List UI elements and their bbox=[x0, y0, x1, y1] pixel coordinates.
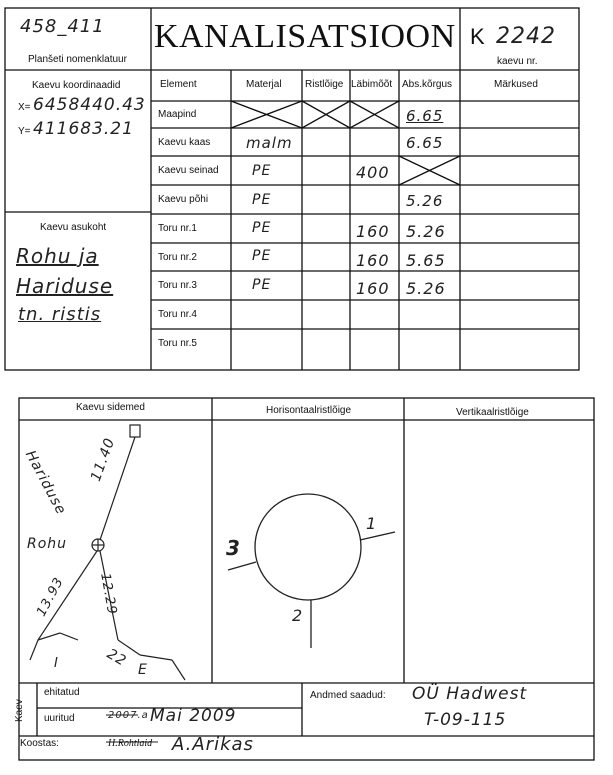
col-horisontaal: Horisontaalristlõige bbox=[266, 405, 352, 416]
pipe-3-label: 3 bbox=[226, 536, 241, 560]
dist-3-label: 12.29 bbox=[97, 572, 120, 617]
labimoot-value: 160 bbox=[356, 222, 390, 241]
location-line-2: Hariduse bbox=[16, 274, 114, 298]
materjal-value: PE bbox=[252, 248, 272, 264]
row-element: Toru nr.5 bbox=[158, 338, 197, 349]
kaev-label: Kaev bbox=[14, 699, 25, 722]
materjal-value: malm bbox=[246, 134, 293, 152]
header-markused: Märkused bbox=[494, 79, 538, 90]
x-value: 6458440.43 bbox=[33, 95, 146, 115]
koostas-struck: H.Rohtlaid bbox=[108, 738, 153, 749]
page-title: KANALISATSIOON bbox=[154, 18, 456, 55]
abs-value: 5.26 bbox=[406, 222, 446, 241]
materjal-value: PE bbox=[252, 192, 272, 208]
abs-value: 5.65 bbox=[406, 251, 446, 270]
y-value: 411683.21 bbox=[33, 119, 134, 139]
abs-value: 5.26 bbox=[406, 192, 444, 210]
header-materjal: Materjal bbox=[246, 79, 282, 90]
koostas-value: A.Arikas bbox=[172, 734, 254, 755]
uuritud-label: uuritud bbox=[44, 713, 75, 724]
row-element: Kaevu põhi bbox=[158, 194, 209, 205]
labimoot-value: 160 bbox=[356, 279, 390, 298]
street-a-label: Hariduse bbox=[21, 448, 70, 518]
materjal-value: PE bbox=[252, 277, 272, 293]
nomenclature-value: 458_411 bbox=[20, 16, 105, 37]
header-element: Element bbox=[160, 79, 197, 90]
labimoot-value: 160 bbox=[356, 251, 390, 270]
row-element: Toru nr.1 bbox=[158, 223, 197, 234]
location-label: Kaevu asukoht bbox=[40, 222, 107, 233]
row-element: Toru nr.2 bbox=[158, 252, 197, 263]
abs-value: 6.65 bbox=[406, 134, 444, 152]
materjal-value: PE bbox=[252, 220, 272, 236]
id-label: kaevu nr. bbox=[497, 56, 538, 67]
coords-label: Kaevu koordinaadid bbox=[32, 80, 121, 91]
andmed-line-2: T-09-115 bbox=[424, 710, 507, 730]
col-sidemed: Kaevu sidemed bbox=[76, 402, 145, 413]
id-prefix: K bbox=[470, 24, 485, 49]
materjal-value: PE bbox=[252, 163, 272, 179]
abs-value: 5.26 bbox=[406, 279, 446, 298]
dist-4-label: 22 bbox=[104, 646, 130, 670]
pipe-1-label: 1 bbox=[366, 514, 378, 533]
pipe-2-label: 2 bbox=[292, 606, 304, 625]
uuritud-value: Mai 2009 bbox=[150, 706, 237, 726]
x-label: X= bbox=[18, 102, 31, 113]
row-element: Kaevu kaas bbox=[158, 137, 211, 148]
label-e: E bbox=[138, 662, 148, 678]
location-line-3: tn. ristis bbox=[18, 304, 102, 325]
label-i: I bbox=[54, 656, 59, 671]
andmed-line-1: OÜ Hadwest bbox=[412, 684, 528, 704]
nomenclature-label: Planšeti nomenklatuur bbox=[28, 54, 127, 65]
id-value: 2242 bbox=[496, 24, 556, 49]
dist-1-label: 11.40 bbox=[88, 435, 119, 484]
uuritud-struck: 2007.a bbox=[108, 710, 149, 721]
abs-value: 6.65 bbox=[406, 107, 444, 125]
header-ristloige: Ristlõige bbox=[305, 79, 344, 90]
row-element: Maapind bbox=[158, 109, 197, 120]
koostas-label: Koostas: bbox=[20, 738, 59, 749]
dist-2-label: 13.93 bbox=[34, 574, 68, 620]
street-b-label: Rohu bbox=[27, 536, 68, 552]
andmed-label: Andmed saadud: bbox=[310, 690, 386, 701]
labimoot-value: 400 bbox=[356, 163, 390, 182]
y-label: Y= bbox=[18, 126, 31, 137]
ehitatud-label: ehitatud bbox=[44, 687, 80, 698]
row-element: Toru nr.3 bbox=[158, 280, 197, 291]
col-vertikaal: Vertikaalristlõige bbox=[456, 407, 529, 418]
row-element: Toru nr.4 bbox=[158, 309, 197, 320]
row-element: Kaevu seinad bbox=[158, 165, 219, 176]
header-labimoot: Läbimõõt bbox=[351, 79, 393, 90]
location-line-1: Rohu ja bbox=[16, 244, 99, 268]
header-abs: Abs.kõrgus bbox=[402, 79, 453, 90]
